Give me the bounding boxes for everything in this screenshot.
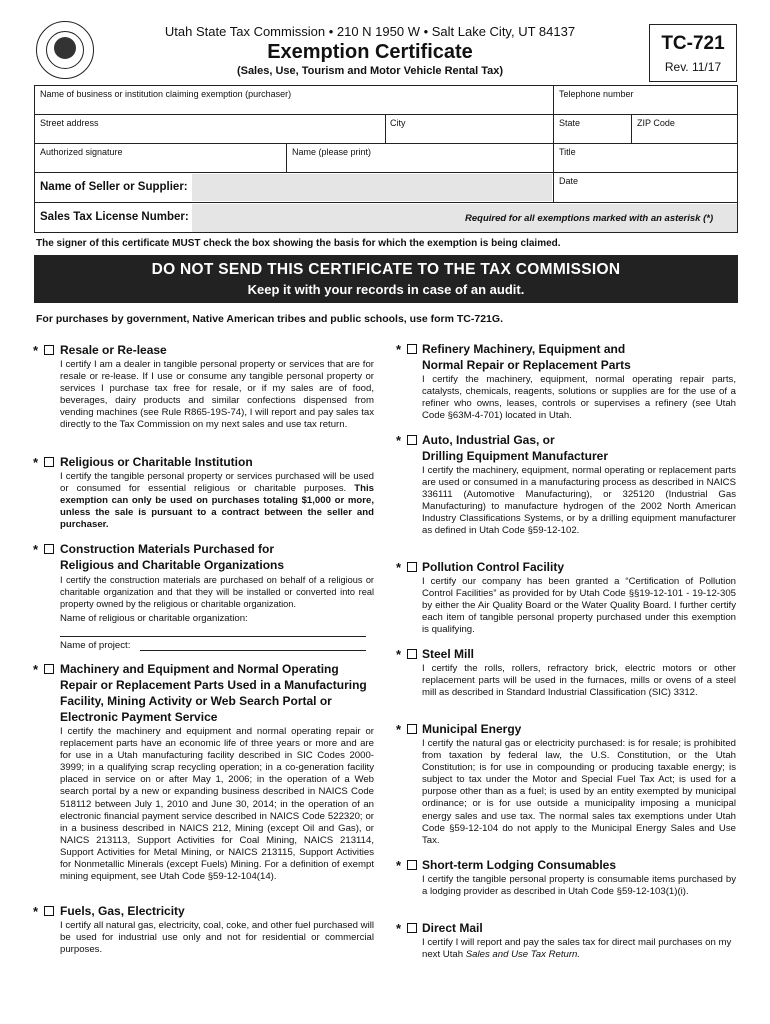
fuels-checkbox[interactable] (44, 906, 54, 916)
asterisk-marker: * (396, 858, 402, 873)
asterisk-marker: * (396, 647, 402, 662)
machinery-heading-1: Machinery and Equipment and Normal Operating (60, 662, 339, 676)
signer-instruction: The signer of this certificate MUST check the box showing the basis for which the exemption is being claimed. (36, 238, 561, 249)
pollution-text: I certify our company has been granted a “Certification of Pollution Control Facilities” as provided for by Utah Code §§19-12-101 - 19-12-305 by either the Air Quality Board or the Water Quality Board. I further certify each item of tangible personal property purchased under this exemption is qualifying. (422, 576, 736, 636)
energy-checkbox[interactable] (407, 724, 417, 734)
agency-address: Utah State Tax Commission • 210 N 1950 W • Salt Lake City, UT 84137 (164, 24, 576, 39)
resale-checkbox[interactable] (44, 345, 54, 355)
form-number: TC-721 (661, 33, 725, 54)
organization-name-line[interactable] (60, 636, 366, 637)
warning-banner (34, 255, 738, 303)
lodging-heading: Short-term Lodging Consumables (422, 858, 617, 872)
machinery-checkbox[interactable] (44, 664, 54, 674)
machinery-heading-4: Electronic Payment Service (60, 710, 218, 724)
asterisk-marker: * (396, 342, 402, 357)
lodging-text: I certify the tangible personal property is consumable items purchased by a lodging provider as described in Utah Code §59-12-103(1)(i). (422, 874, 736, 898)
asterisk-marker: * (33, 542, 39, 557)
auto-gas-heading-2: Drilling Equipment Manufacturer (422, 449, 609, 463)
construction-heading-2: Religious and Charitable Organizations (60, 558, 285, 572)
telephone-field[interactable]: Telephone number (559, 89, 634, 99)
asterisk-marker: * (396, 722, 402, 737)
state-field[interactable]: State (559, 118, 581, 128)
lodging-checkbox[interactable] (407, 860, 417, 870)
construction-heading-1: Construction Materials Purchased for (60, 542, 275, 556)
steel-checkbox[interactable] (407, 649, 417, 659)
machinery-text: I certify the machinery and equipment and normal operating repair or replacement parts have an economic life of three years or more and are for use in a Utah manufacturing facility described in SIC Codes 2000-3999; in a qualifying scrap recycling operation; in a co-generation facility placed in service on or after May 1, 2006; in the operation of a Web search portal by a new or expanding business described in NAICS Code 518112 between July 1, 2010 and June 30, 2014; in the operation of an electronic financial payment service described in NAICS Code 522320; or in a business described in NAICS 212, Mining (except Oil and Gas), or NAICS 213113, Support Activities for Coal Mining, NAICS 213114, Support Activities for Metal Mining, or NAICS 213115, Support Activities for Nonmetallic Minerals (except Fuels) Mining. For a definition of exempt mining equipment, see Utah Code §59-12-104(14). (60, 726, 374, 883)
organization-name-label: Name of religious or charitable organization: (60, 613, 248, 624)
auto-gas-checkbox[interactable] (407, 435, 417, 445)
direct-mail-heading: Direct Mail (422, 921, 483, 935)
steel-text: I certify the rolls, rollers, refractory brick, electric motors or other replacement parts will be used in the furnaces, mills or ovens of a steel mill as described in Standard Industrial Classification (SIC) 3312. (422, 663, 736, 699)
pollution-heading: Pollution Control Facility (422, 560, 564, 574)
seller-name-input[interactable] (192, 174, 552, 201)
auto-gas-heading-1: Auto, Industrial Gas, or (422, 433, 555, 447)
asterisk-marker: * (33, 662, 39, 677)
street-address-field[interactable]: Street address (40, 118, 99, 128)
refinery-heading-1: Refinery Machinery, Equipment and (422, 342, 626, 356)
date-field[interactable]: Date (559, 176, 579, 186)
seal-emblem-icon (54, 37, 76, 59)
fuels-text: I certify all natural gas, electricity, coal, coke, and other fuel purchased will be used for industrial use only and not for residential or commercial purposes. (60, 920, 374, 956)
resale-text: I certify I am a dealer in tangible personal property or services that are for resale or re-lease. If I use or consume any tangible personal property or services I purchase tax free for resale, or if my sales are of food, beverages, dairy products and similar confections dispensed from vending machines (see Rule R865-19S-74), I will report and pay sales tax directly to the Tax Commission on my next sales and use tax return. (60, 359, 374, 431)
religious-checkbox[interactable] (44, 457, 54, 467)
zip-field[interactable]: ZIP Code (637, 118, 675, 128)
project-name-label: Name of project: (60, 640, 131, 651)
refinery-text: I certify the machinery, equipment, normal operating repair parts, catalysts, chemicals, reagents, solutions or supplies are for the use of a refiner who owns, leases, controls or supervises a refinery (see Utah Code §63M-4-701) located in Utah. (422, 374, 736, 422)
city-field[interactable]: City (390, 118, 406, 128)
seller-name-label: Name of Seller or Supplier: (40, 181, 188, 193)
form-title: Exemption Certificate (267, 41, 473, 63)
religious-text (60, 471, 374, 531)
religious-limit-note: This exemption can only be used on purchases totaling $1,000 or more, unless the sale is pursuant to a contract between the seller and purchaser. (60, 483, 374, 531)
religious-heading: Religious or Charitable Institution (60, 455, 253, 469)
project-name-line[interactable] (140, 650, 366, 651)
banner-heading: DO NOT SEND THIS CERTIFICATE TO THE TAX COMMISSION (151, 261, 621, 278)
asterisk-marker: * (396, 433, 402, 448)
direct-mail-return-name: Sales and Use Tax Return. (465, 949, 581, 961)
purchaser-name-field[interactable]: Name of business or institution claiming exemption (purchaser) (40, 89, 292, 99)
energy-heading: Municipal Energy (422, 722, 522, 736)
construction-checkbox[interactable] (44, 544, 54, 554)
energy-text: I certify the natural gas or electricity purchased: is for resale; is prohibited from taxation by federal law, the U.S. Constitution, or the Utah Constitution; is for use in compounding or producing taxable energy; is subject to tax under the Motor and Special Fuel Tax Act; is used for a purpose other than as a fuel; is used by an entity exempted by municipal ordinance; or is for use outside a municipality imposing a municipal energy sales and use tax. The normal sales tax exemptions under Utah Code §59-12-104 do not apply to the Municipal Energy Sales and Use Tax. (422, 738, 736, 846)
license-number-label: Sales Tax License Number: (40, 211, 189, 223)
asterisk-marker: * (33, 904, 39, 919)
asterisk-marker: * (33, 343, 39, 358)
title-field[interactable]: Title (559, 147, 576, 157)
asterisk-marker: * (396, 921, 402, 936)
banner-subheading: Keep it with your records in case of an audit. (247, 282, 525, 297)
direct-mail-text (422, 937, 736, 961)
purchaser-info-grid (34, 85, 738, 233)
steel-heading: Steel Mill (422, 647, 475, 661)
construction-text: I certify the construction materials are purchased on behalf of a religious or charitable organization and that they will be installed or converted into real property owned by the religious or charitable organization. (60, 575, 374, 610)
pollution-checkbox[interactable] (407, 562, 417, 572)
print-name-field[interactable]: Name (please print) (292, 147, 372, 157)
state-seal (36, 21, 94, 79)
refinery-checkbox[interactable] (407, 344, 417, 354)
direct-mail-checkbox[interactable] (407, 923, 417, 933)
signature-field[interactable]: Authorized signature (40, 147, 123, 157)
machinery-heading-3: Facility, Mining Activity or Web Search Portal or (60, 694, 332, 708)
asterisk-note: Required for all exemptions marked with an asterisk (*) (465, 213, 714, 224)
fuels-heading: Fuels, Gas, Electricity (60, 904, 185, 918)
form-subtitle: (Sales, Use, Tourism and Motor Vehicle Rental Tax) (236, 65, 504, 77)
refinery-heading-2: Normal Repair or Replacement Parts (422, 358, 631, 372)
form-revision: Rev. 11/17 (664, 60, 722, 74)
machinery-heading-2: Repair or Replacement Parts Used in a Manufacturing (60, 678, 367, 692)
asterisk-marker: * (396, 560, 402, 575)
direct-mail-body: I certify I will report and pay the sales tax for direct mail purchases on my next Utah (422, 937, 732, 961)
religious-body: I certify the tangible personal property or services purchased will be used or consumed for essential religious or charitable purposes. (60, 471, 374, 495)
resale-heading: Resale or Re-lease (60, 343, 167, 357)
government-note: For purchases by government, Native American tribes and public schools, use form TC-721G. (36, 313, 503, 325)
auto-gas-text: I certify the machinery, equipment, normal operating or replacement parts are used or consumed in a manufacturing process as described in NAICS 336111 (Automotive Manufacturing), or 325120 (Industrial Gas Manufacturing) to manufacture hydrogen of the 2002 North American Industry Classifications Systems, or by a drilling equipment manufacturer as defined in Utah Code §59-12-102. (422, 465, 736, 537)
asterisk-marker: * (33, 455, 39, 470)
